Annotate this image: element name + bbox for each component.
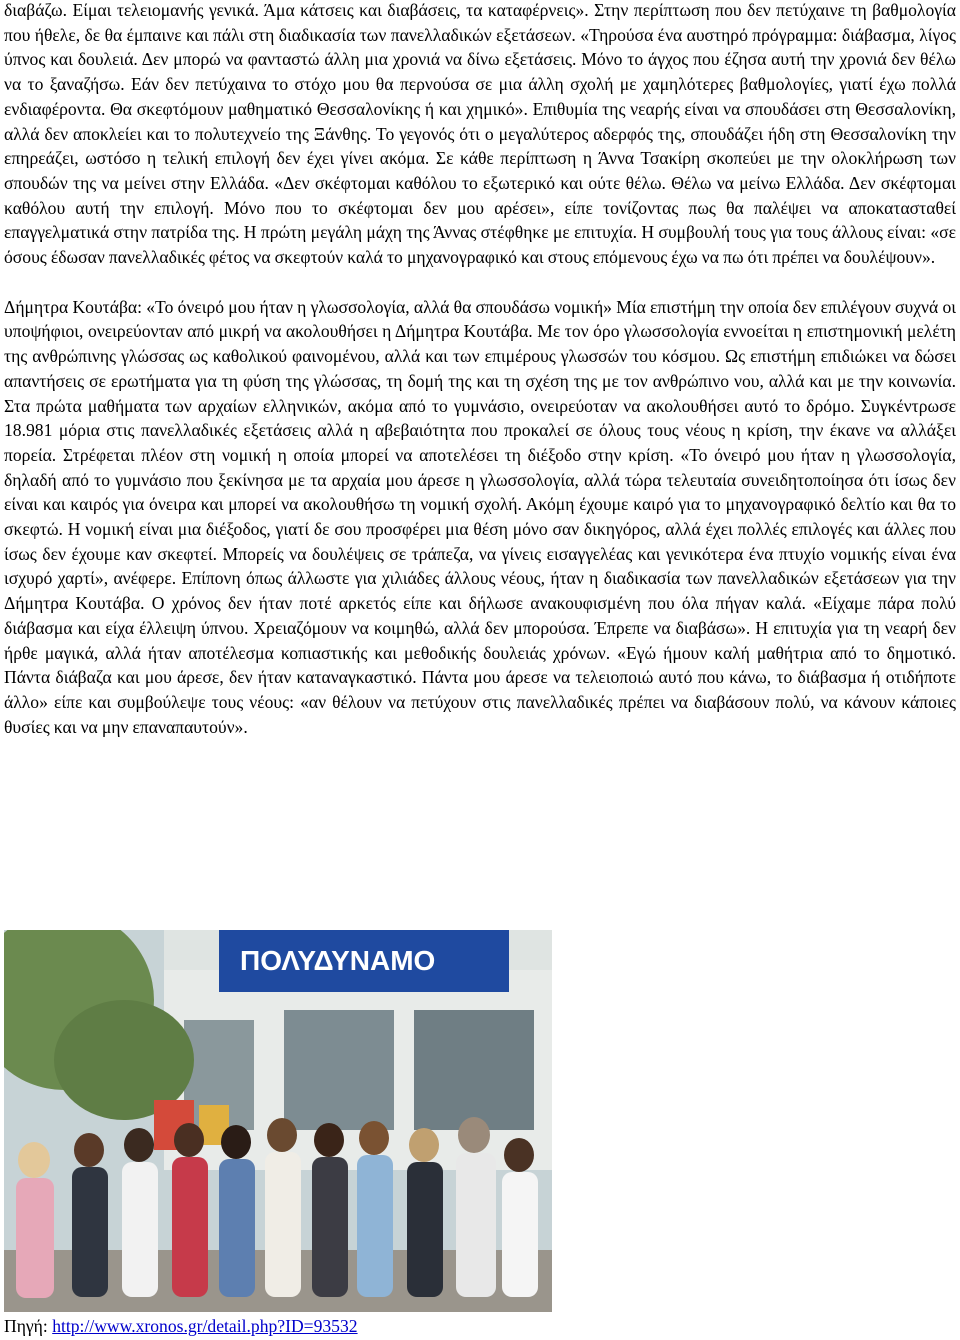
source-label: Πηγή: <box>4 1316 48 1336</box>
source-line <box>4 1314 358 1338</box>
article-body <box>4 0 956 739</box>
article-paragraph: Δήμητρα Κουτάβα: «Το όνειρό μου ήταν η γλωσσολογία, αλλά θα σπουδάσω νομική» Μία επιστήμη την οποία δεν επιλέγουν συχνά οι υποψήφιοι, ονειρεύονταν από μικρή να ακολουθήσει η Δήμητρα Κουτάβα. Με τον όρο γλωσσολογία εννοείται η επιστημονική μελέτη της ανθρώπινης γλώσσας ως καθολικού φαινομένου, αλλά και των επιμέρους γλωσσών του κόσμου. Ως επιστήμη επιδιώκει να δώσει απαντήσεις σε ερωτήματα για τη φύση της γλώσσας, τη δομή της και τη σχέση της με τον ανθρώπινο νου, αλλά και με την κοινωνία. Στα πρώτα μαθήματα των αρχαίων ελληνικών, ακόμα από το γυμνάσιο, ονειρεύοταν να ακολουθήσει αυτό το δρόμο. Συγκέντρωσε 18.981 μόρια στις πανελλαδικές εξετάσεις αλλά η αβεβαιότητα που προκαλεί σε όλους τους νέους η κρίση, την έκανε να αλλάξει πορεία. Στρέφεται πλέον στη νομική η οποία μπορεί να αποτελέσει τη διέξοδο στην κρίση. «Το όνειρό μου ήταν η γλωσσολογία, δηλαδή από το γυμνάσιο που ξεκίνησα με τα αρχαία μου άρεσε η γλωσσολογία, αλλά τώρα τελευταία συνειδητοποίησα ότι ίσως δεν είναι και καιρός για όνειρα και μπορεί να ακολουθήσω τη νομική σχολή. Ακόμη έχουμε καιρό για το μηχανογραφικό δελτίο και θα το σκεφτώ. Η νομική είναι μια διέξοδος, γιατί δε σου προσφέρει μια θέση μόνο σαν δικηγόρος, αλλά έχει πολλές επιλογές και άλλες που ίσως δεν έχουμε καν σκεφτεί. Μπορείς να δουλέψεις σε τράπεζα, να γίνεις εισαγγελέας και γενικότερα ένα πτυχίο νομικής είναι ένα ισχυρό χαρτί», ανέφερε. Επίπονη όπως άλλωστε για χιλιάδες άλλους νέους, ήταν η διαδικασία των πανελλαδικών εξετάσεων για την Δήμητρα Κουτάβα. Ο χρόνος δεν ήταν ποτέ αρκετός είπε και δήλωσε ανακουφισμένη που όλα πήγαν καλά. «Είχαμε πάρα πολύ διάβασμα και είχα έλλειψη ύπνου. Χρειαζόμουν να κοιμηθώ, αλλά δεν μπορούσα. Έπρεπε να διαβάσω». Η επιτυχία για τη νεαρή δεν ήρθε μαγικά, αλλά ήταν αποτέλεσμα κοπιαστικής και μεθοδικής δουλειάς χρόνων. «Εγώ ήμουν καλή μαθήτρια από το δημοτικό. Πάντα διάβαζα και μου άρεσε, δεν ήταν καταναγκαστικό. Πάντα μου άρεσε να τελειοποιώ αυτό που κάνω, το διάβασμα ή οτιδήποτε άλλο» είπε και συμβούλεψε τους νέους: «αν θέλουν να πετύχουν στις πανελλαδικές πρέπει να διαβάσουν πολύ, να κάνουν κάποιες θυσίες και να μην επαναπαυτούν». <box>4 296 956 737</box>
group-photo <box>4 930 552 1312</box>
building-sign-text: ΠΟΛΥΔΥΝΑΜΟ <box>240 945 436 976</box>
article-paragraph: διαβάζω. Είμαι τελειομανής γενικά. Άμα κάτσεις και διαβάσεις, τα καταφέρνεις». Στην περίπτωση που δεν πετύχαινε τη βαθμολογία που ήθελε, δε θα έμπαινε και πάλι στη διαδικασία των πανελλαδικών εξετάσεων. «Τηρούσα ένα αυστηρό πρόγραμμα: διάβασμα, λίγος ύπνος και δουλειά. Δεν μπορώ να φανταστώ άλλη μια χρονιά να δίνω εξετάσεις. Μόνο το άγχος που έζησα αυτή την χρονιά δεν θέλω να το ξαναζήσω. Εάν δεν πετύχαινα το στόχο μου θα περνούσα σε μια άλλη σχολή με χαμηλότερες βαθμολογίες, γιατί έχω πολλά ενδιαφέροντα. Θα σκεφτόμουν μαθηματικό Θεσσαλονίκης ή και χημικό». Επιθυμία της νεαρής είναι να σπουδάσει στη Θεσσαλονίκη, αλλά δεν αποκλείει και το πολυτεχνείο της Ξάνθης. Το γεγονός ότι ο μεγαλύτερος αδερφός της, σπουδάζει ήδη στη Θεσσαλονίκη την επηρεάζει, ωστόσο η τελική επιλογή δεν έχει γίνει ακόμα. Σε κάθε περίπτωση η Άννα Τσακίρη σκοπεύει με την ολοκλήρωση των σπουδών της να μείνει στην Ελλάδα. «Δεν σκέφτομαι καθόλου το εξωτερικό και ούτε θέλω. Θέλω να μείνω Ελλάδα. Δεν σκέφτομαι καθόλου αυτή την επιλογή. Μόνο που το σκέφτομαι δεν μου αρέσει», είπε τονίζοντας πως θα παλέψει να αποκατασταθεί επαγγελματικά στην πατρίδα της. Η πρώτη μεγάλη μάχη της Άννας στέφθηκε με επιτυχία. Η συμβουλή τους για τους άλλους είναι: «σε όσους έδωσαν πανελλαδικές φέτος να σκεφτούν καλά το μηχανογραφικό και στους επόμενους έχω να πω ότι πρέπει να δουλέψουν». <box>4 0 956 268</box>
group-photo-image <box>4 930 552 1312</box>
source-link[interactable]: http://www.xronos.gr/detail.php?ID=93532 <box>52 1316 358 1336</box>
